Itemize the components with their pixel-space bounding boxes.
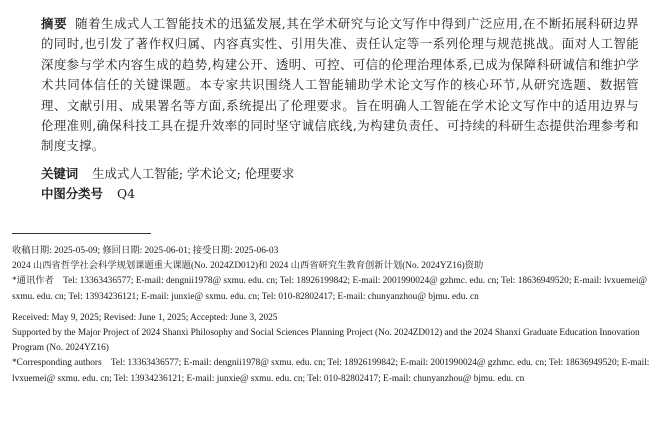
corresponding-cn: *通讯作者 Tel: 13363436577; E-mail: dengnii1978@ sxmu. edu. cn; Tel: 18926199842; E-mail: 2001990024@ gzhmc. edu. cn; Tel: 18636949520; E-mail: lvxuemei@ sxmu. edu. cn; Tel: 13934236121; E-mail: junxie@ sxmu. edu. cn; Tel: 010-82802417; E-mail: chunyanzhou@ bjmu. edu. cn: [12, 276, 648, 302]
dates-en: Received: May 9, 2025; Revised: June 1, 2025; Accepted: June 3, 2025: [12, 312, 278, 323]
classification-row: [41, 184, 639, 204]
classification-value: Q4: [116, 186, 135, 201]
funding-cn: 2024 山西省哲学社会科学规划课题重大课题(No. 2024ZD012)和 2024 山西省研究生教育创新计划(No. 2024YZ16)资助: [12, 261, 484, 272]
abstract-text: 随着生成式人工智能技术的迅猛发展,其在学术研究与论文写作中得到广泛应用,在不断拓展科研边界的同时,也引发了著作权归属、内容真实性、引用失准、责任认定等一系列伦理与规范挑战。面对人工智能深度参与学术内容生成的趋势,构建公开、透明、可控、可信的伦理治理体系,已成为保障科研诚信和维护学术共同体信任的关键课题。本专家共识围绕人工智能辅助学术论文写作的核心环节,从研究选题、数据管理、文献引用、成果署名等方面,系统提出了伦理要求。旨在明确人工智能在学术论文写作中的适用边界与伦理准则,确保科技工具在提升效率的同时坚守诚信底线,为构建负责任、可持续的科研生态提供治理参考和制度支撑。: [41, 16, 639, 154]
funding-en: Supported by the Major Project of 2024 Shanxi Philosophy and Social Sciences Planning Project (No. 2024ZD012) and the 2024 Shanxi Graduate Education Innovation Program (No. 2024YZ16): [12, 328, 640, 354]
keywords-label: 关键词: [41, 166, 79, 181]
abstract-paragraph: [41, 14, 639, 157]
classification-label: 中图分类号: [41, 186, 103, 201]
abstract-label: 摘要: [41, 16, 68, 31]
footnotes: [12, 244, 652, 387]
dates-cn: 收稿日期: 2025-05-09; 修回日期: 2025-06-01; 接受日期: 2025-06-03: [12, 246, 279, 256]
keywords-value: 生成式人工智能; 学术论文; 伦理要求: [92, 166, 295, 181]
keywords-row: [41, 164, 639, 184]
corresponding-en: *Corresponding authors Tel: 13363436577; E-mail: dengnii1978@ sxmu. edu. cn; Tel: 18926199842; E-mail: 2001990024@ gzhmc. edu. cn; Tel: 18636949520; E-mail: lvxuemei@ sxmu. edu. cn; Tel: 13934236121; E-mail: junxie@ sxmu. edu. cn; Tel: 010-82802417; E-mail: chunyanzhou@ bjmu. edu. cn: [12, 358, 650, 384]
footnote-divider: [12, 233, 151, 234]
